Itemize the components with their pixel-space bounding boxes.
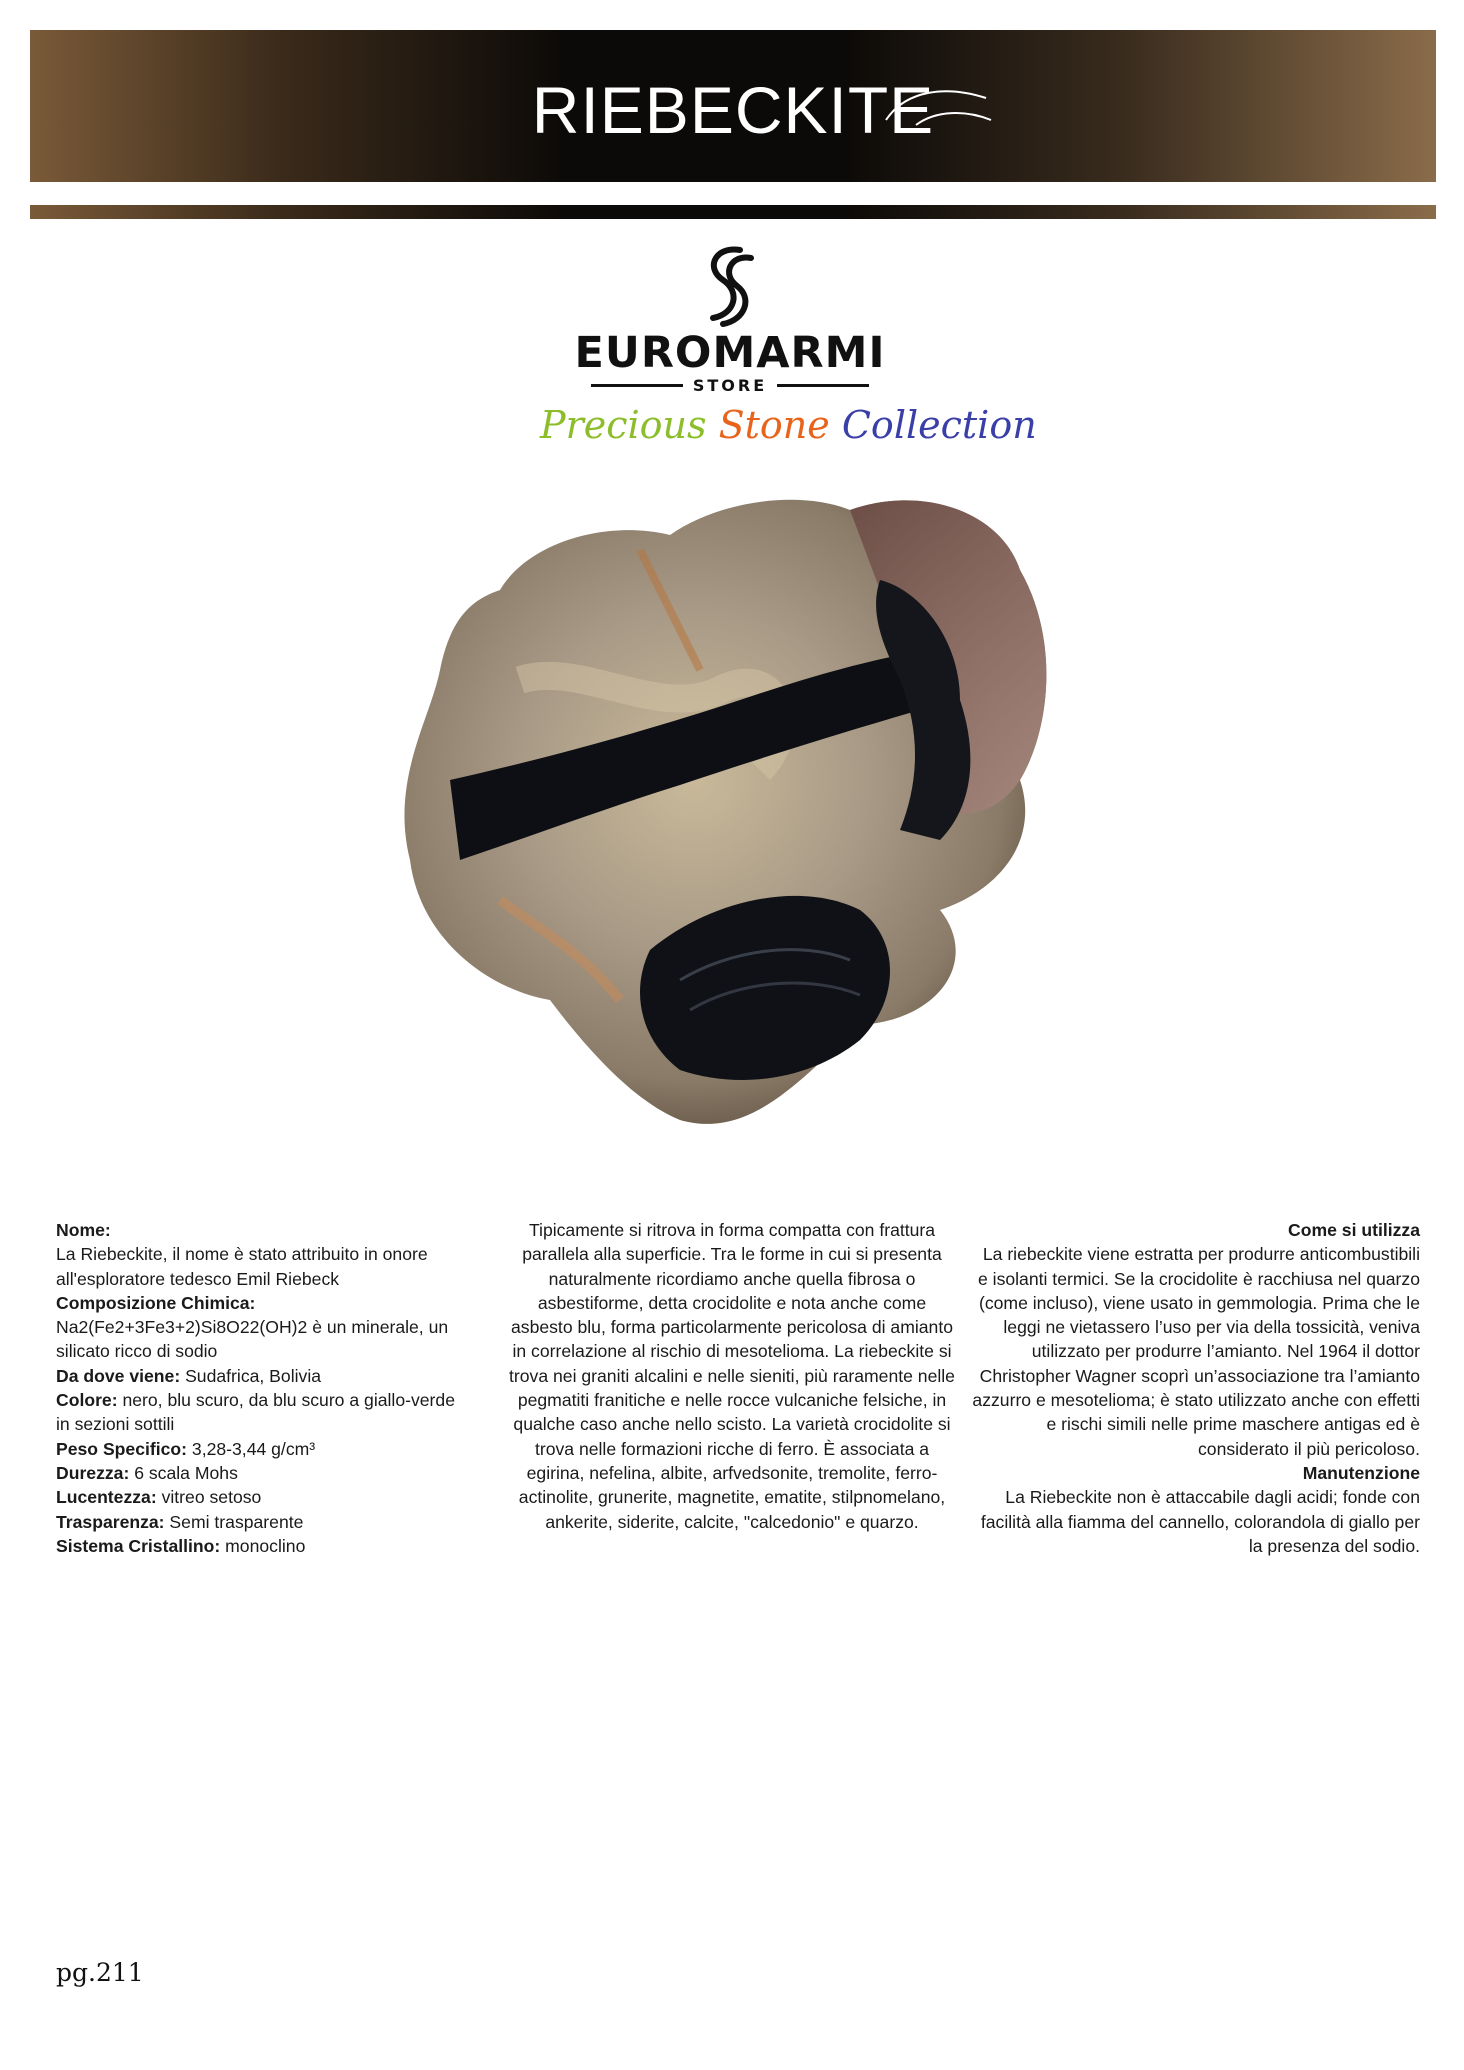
spec-gravity (56, 1437, 466, 1461)
tagline-word-collection: Collection (841, 403, 1037, 447)
spec-crystal (56, 1534, 466, 1558)
page-title: RIEBECKITE (531, 73, 935, 147)
usage-column (970, 1218, 1420, 1558)
spec-composition-label: Composizione Chimica: (56, 1292, 256, 1313)
header-rule (30, 205, 1436, 219)
spec-origin-value: Sudafrica, Bolivia (180, 1365, 322, 1386)
spec-hardness-label: Durezza: (56, 1462, 130, 1483)
spec-origin (56, 1364, 466, 1388)
usage-heading: Come si utilizza (1288, 1220, 1420, 1240)
euromarmi-logo (560, 244, 900, 394)
spec-luster-label: Lucentezza: (56, 1487, 157, 1508)
spec-composition-value: Na2(Fe2+3Fe3+2)Si8O22(OH)2 è un minerale, un silicato ricco di sodio (56, 1317, 449, 1362)
logo-store-label: STORE (692, 376, 768, 395)
tagline-word-precious: Precious (540, 403, 707, 447)
specs-column (56, 1218, 466, 1558)
spec-crystal-label: Sistema Cristallino: (56, 1535, 221, 1556)
usage-text: La riebeckite viene estratta per produrre anticombustibili e isolanti termici. Se la crocidolite è racchiusa nel quarzo (come incluso), viene usato in gemmologia. Prima che le leggi ne vietassero l’uso per via della tossicità, veniva utilizzato per produrre l’amianto. Nel 1964 il dottor Christopher Wagner scoprì un’associazione tra l’amianto azzurro e mesotelioma; è stato utilizzato anche con effetti e rischi simili nelle prime maschere antigas ed è considerato il più pericoloso. (972, 1244, 1420, 1459)
spec-crystal-value: monoclino (220, 1535, 306, 1556)
title-banner (30, 30, 1436, 182)
logo-divider-left (591, 384, 683, 387)
spec-transparency-label: Trasparenza: (56, 1511, 165, 1532)
spec-color-value: nero, blu scuro, da blu scuro a giallo-verde in sezioni sottili (56, 1390, 455, 1435)
spec-name-label: Nome: (56, 1220, 111, 1240)
title-swash-ornament (876, 80, 996, 140)
riebeckite-specimen-photo (380, 480, 1080, 1180)
spec-hardness-value: 6 scala Mohs (129, 1462, 238, 1483)
collection-tagline (540, 402, 1037, 448)
spec-luster (56, 1485, 466, 1509)
spec-color-label: Colore: (56, 1390, 118, 1411)
double-s-logo-mark (695, 244, 765, 328)
spec-name-value: La Riebeckite, il nome è stato attribuito in onore all'esploratore tedesco Emil Riebeck (56, 1244, 428, 1289)
logo-divider-right (777, 384, 869, 387)
description-text: Tipicamente si ritrova in forma compatta con frattura parallela alla superficie. Tra le forme in cui si presenta naturalmente ricordiamo anche quella fibrosa o asbestiforme, detta crocidolite e nota anche come asbesto blu, forma particolarmente pericolosa di amianto in correlazione al rischio di mesotelioma. La riebeckite si trova nei graniti alcalini e nelle sieniti, più raramente nelle pegmatiti franitiche e nelle rocce vulcaniche felsiche, in qualche caso anche nello scisto. La varietà crocidolite si trova nelle formazioni ricche di ferro. È associata a egirina, nefelina, albite, arfvedsonite, tremolite, ferro-actinolite, grunerite, magnetite, ematite, stilpnomelano, ankerite, siderite, calcite, "calcedonio" e quarzo. (509, 1220, 955, 1532)
description-column (508, 1218, 956, 1534)
spec-color (56, 1388, 466, 1437)
page-number: pg.211 (56, 1958, 144, 1987)
spec-transparency-value: Semi trasparente (164, 1511, 304, 1532)
maintenance-heading: Manutenzione (1302, 1462, 1420, 1483)
spec-gravity-label: Peso Specifico: (56, 1438, 188, 1459)
spec-hardness (56, 1461, 466, 1485)
maintenance-text: La Riebeckite non è attaccabile dagli acidi; fonde con facilità alla fiamma del cannello, colorandola di giallo per la presenza del sodio. (980, 1487, 1420, 1556)
spec-transparency (56, 1510, 466, 1534)
spec-gravity-value: 3,28-3,44 g/cm³ (187, 1438, 316, 1459)
spec-origin-label: Da dove viene: (56, 1365, 181, 1386)
tagline-word-stone: Stone (718, 403, 830, 447)
logo-brand-name: EUROMARMI (574, 328, 886, 378)
logo-store-row (560, 376, 900, 395)
spec-luster-value: vitreo setoso (156, 1487, 262, 1508)
